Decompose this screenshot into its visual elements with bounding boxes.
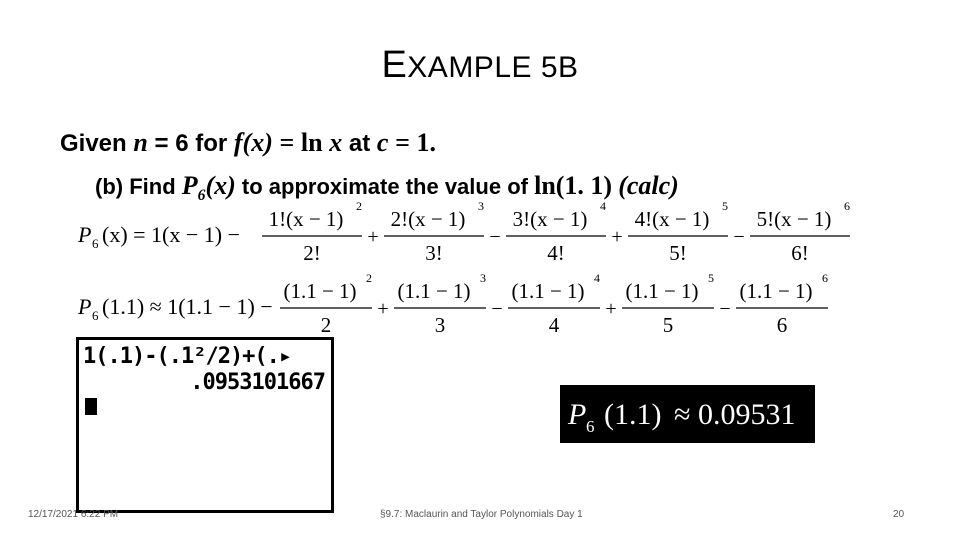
- formula-1-svg: [78, 198, 878, 270]
- formula-1-term-3-numerator: 3!(x − 1): [512, 207, 588, 231]
- answer-approx: ≈ 0.09531: [674, 398, 796, 431]
- formula-1-term-1-denominator: 2!: [303, 241, 321, 265]
- formula-1-lhs-sub: 6: [92, 236, 99, 251]
- taylor-polynomial-formula: [78, 198, 878, 276]
- formula-1-term-3-exponent: 4: [600, 199, 606, 213]
- formula-2-term-4-denominator: 5: [662, 313, 674, 337]
- formula-1-term-4-numerator: 4!(x − 1): [634, 207, 710, 231]
- answer-box: [560, 385, 815, 443]
- calculator-output-line: .0953101667: [190, 370, 325, 395]
- formula-2-term-1-numerator: (1.1 − 1): [283, 279, 357, 303]
- formula-2-lhs-P: P: [78, 294, 92, 319]
- given-prefix: Given: [60, 130, 127, 157]
- formula-1-term-3-denominator: 4!: [547, 241, 565, 265]
- formula-1-term-5-exponent: 6: [844, 199, 850, 213]
- formula-2-term-3-numerator: (1.1 − 1): [511, 279, 585, 303]
- formula-2-term-5-numerator: (1.1 − 1): [739, 279, 813, 303]
- given-eq3: = 1.: [395, 128, 436, 157]
- formula-1-term-2-operator: −: [489, 226, 501, 248]
- title-rest: XAMPLE 5B: [407, 51, 579, 84]
- formula-2-term-3-denominator: 4: [548, 313, 560, 337]
- formula-1-lhs-P: P: [78, 222, 92, 247]
- formula-2-term-4-operator: −: [719, 298, 731, 320]
- formula-1-term-5-denominator: 6!: [791, 241, 809, 265]
- slide-title: [0, 44, 960, 87]
- formula-1-term-1-exponent: 2: [356, 199, 362, 213]
- formula-1-term-1-numerator: 1!(x − 1): [268, 207, 344, 231]
- title-first-letter: E: [381, 44, 408, 86]
- footer-title: §9.7: Maclaurin and Taylor Polynomials Day 1: [380, 509, 583, 520]
- part-b-ln: ln(1. 1): [534, 171, 613, 200]
- formula-1-term-2-denominator: 3!: [425, 241, 443, 265]
- calculator-input-line: 1(.1)-(.1²/2)+(.▸: [83, 344, 292, 369]
- formula-1-term-1-operator: +: [367, 226, 379, 248]
- formula-2-term-3-exponent: 4: [594, 271, 600, 285]
- given-c: c: [376, 128, 389, 157]
- footer-date: 12/17/2021 6:22 PM: [28, 509, 119, 520]
- formula-1-lhs-arg: (x) = 1(x − 1) −: [102, 222, 241, 247]
- answer-arg: (1.1): [604, 398, 662, 431]
- formula-2-lhs-arg: (1.1) ≈ 1(1.1 − 1) −: [102, 294, 273, 319]
- formula-1-term-2-numerator: 2!(x − 1): [390, 207, 466, 231]
- formula-2-term-1-denominator: 2: [320, 313, 332, 337]
- formula-1-term-2-exponent: 3: [478, 199, 484, 213]
- calculator-screen: [76, 337, 334, 513]
- formula-2-term-4-exponent: 5: [708, 271, 714, 285]
- formula-2-term-2-numerator: (1.1 − 1): [397, 279, 471, 303]
- given-f: f(x): [233, 128, 273, 157]
- formula-2-term-1-exponent: 2: [366, 271, 372, 285]
- part-b-calc: (calc): [618, 171, 679, 200]
- formula-1-term-5-numerator: 5!(x − 1): [756, 207, 832, 231]
- formula-2-term-4-numerator: (1.1 − 1): [625, 279, 699, 303]
- formula-2-svg: [78, 270, 878, 342]
- given-x: x: [329, 128, 343, 157]
- formula-1-term-4-operator: −: [733, 226, 745, 248]
- footer-page-number: 20: [893, 509, 905, 520]
- formula-2-term-1-operator: +: [377, 298, 389, 320]
- formula-1-term-4-denominator: 5!: [669, 241, 687, 265]
- answer-P: P: [568, 398, 587, 431]
- part-b-arg: (x): [205, 171, 236, 200]
- answer-svg: [560, 385, 815, 443]
- part-b-prefix: (b) Find: [95, 174, 176, 199]
- formula-2-term-2-denominator: 3: [434, 313, 446, 337]
- part-b-text: to approximate the value of: [241, 174, 528, 199]
- formula-1-term-3-operator: +: [611, 226, 623, 248]
- formula-2-lhs-sub: 6: [92, 308, 99, 323]
- formula-2-term-3-operator: +: [605, 298, 617, 320]
- formula-2-term-2-exponent: 3: [480, 271, 486, 285]
- formula-1-term-4-exponent: 5: [722, 199, 728, 213]
- given-eq1: = 6 for: [154, 130, 228, 157]
- part-b-P: $P_6$: [181, 171, 206, 205]
- formula-2-term-5-exponent: 6: [822, 271, 828, 285]
- formula-2-term-2-operator: −: [491, 298, 503, 320]
- given-at: at: [348, 130, 371, 157]
- answer-sub: 6: [586, 417, 595, 436]
- given-line: [60, 128, 436, 158]
- given-eq2: = ln: [279, 128, 323, 157]
- calculator-cursor: [85, 398, 97, 415]
- formula-2-term-5-denominator: 6: [776, 313, 788, 337]
- given-n: n: [133, 128, 148, 157]
